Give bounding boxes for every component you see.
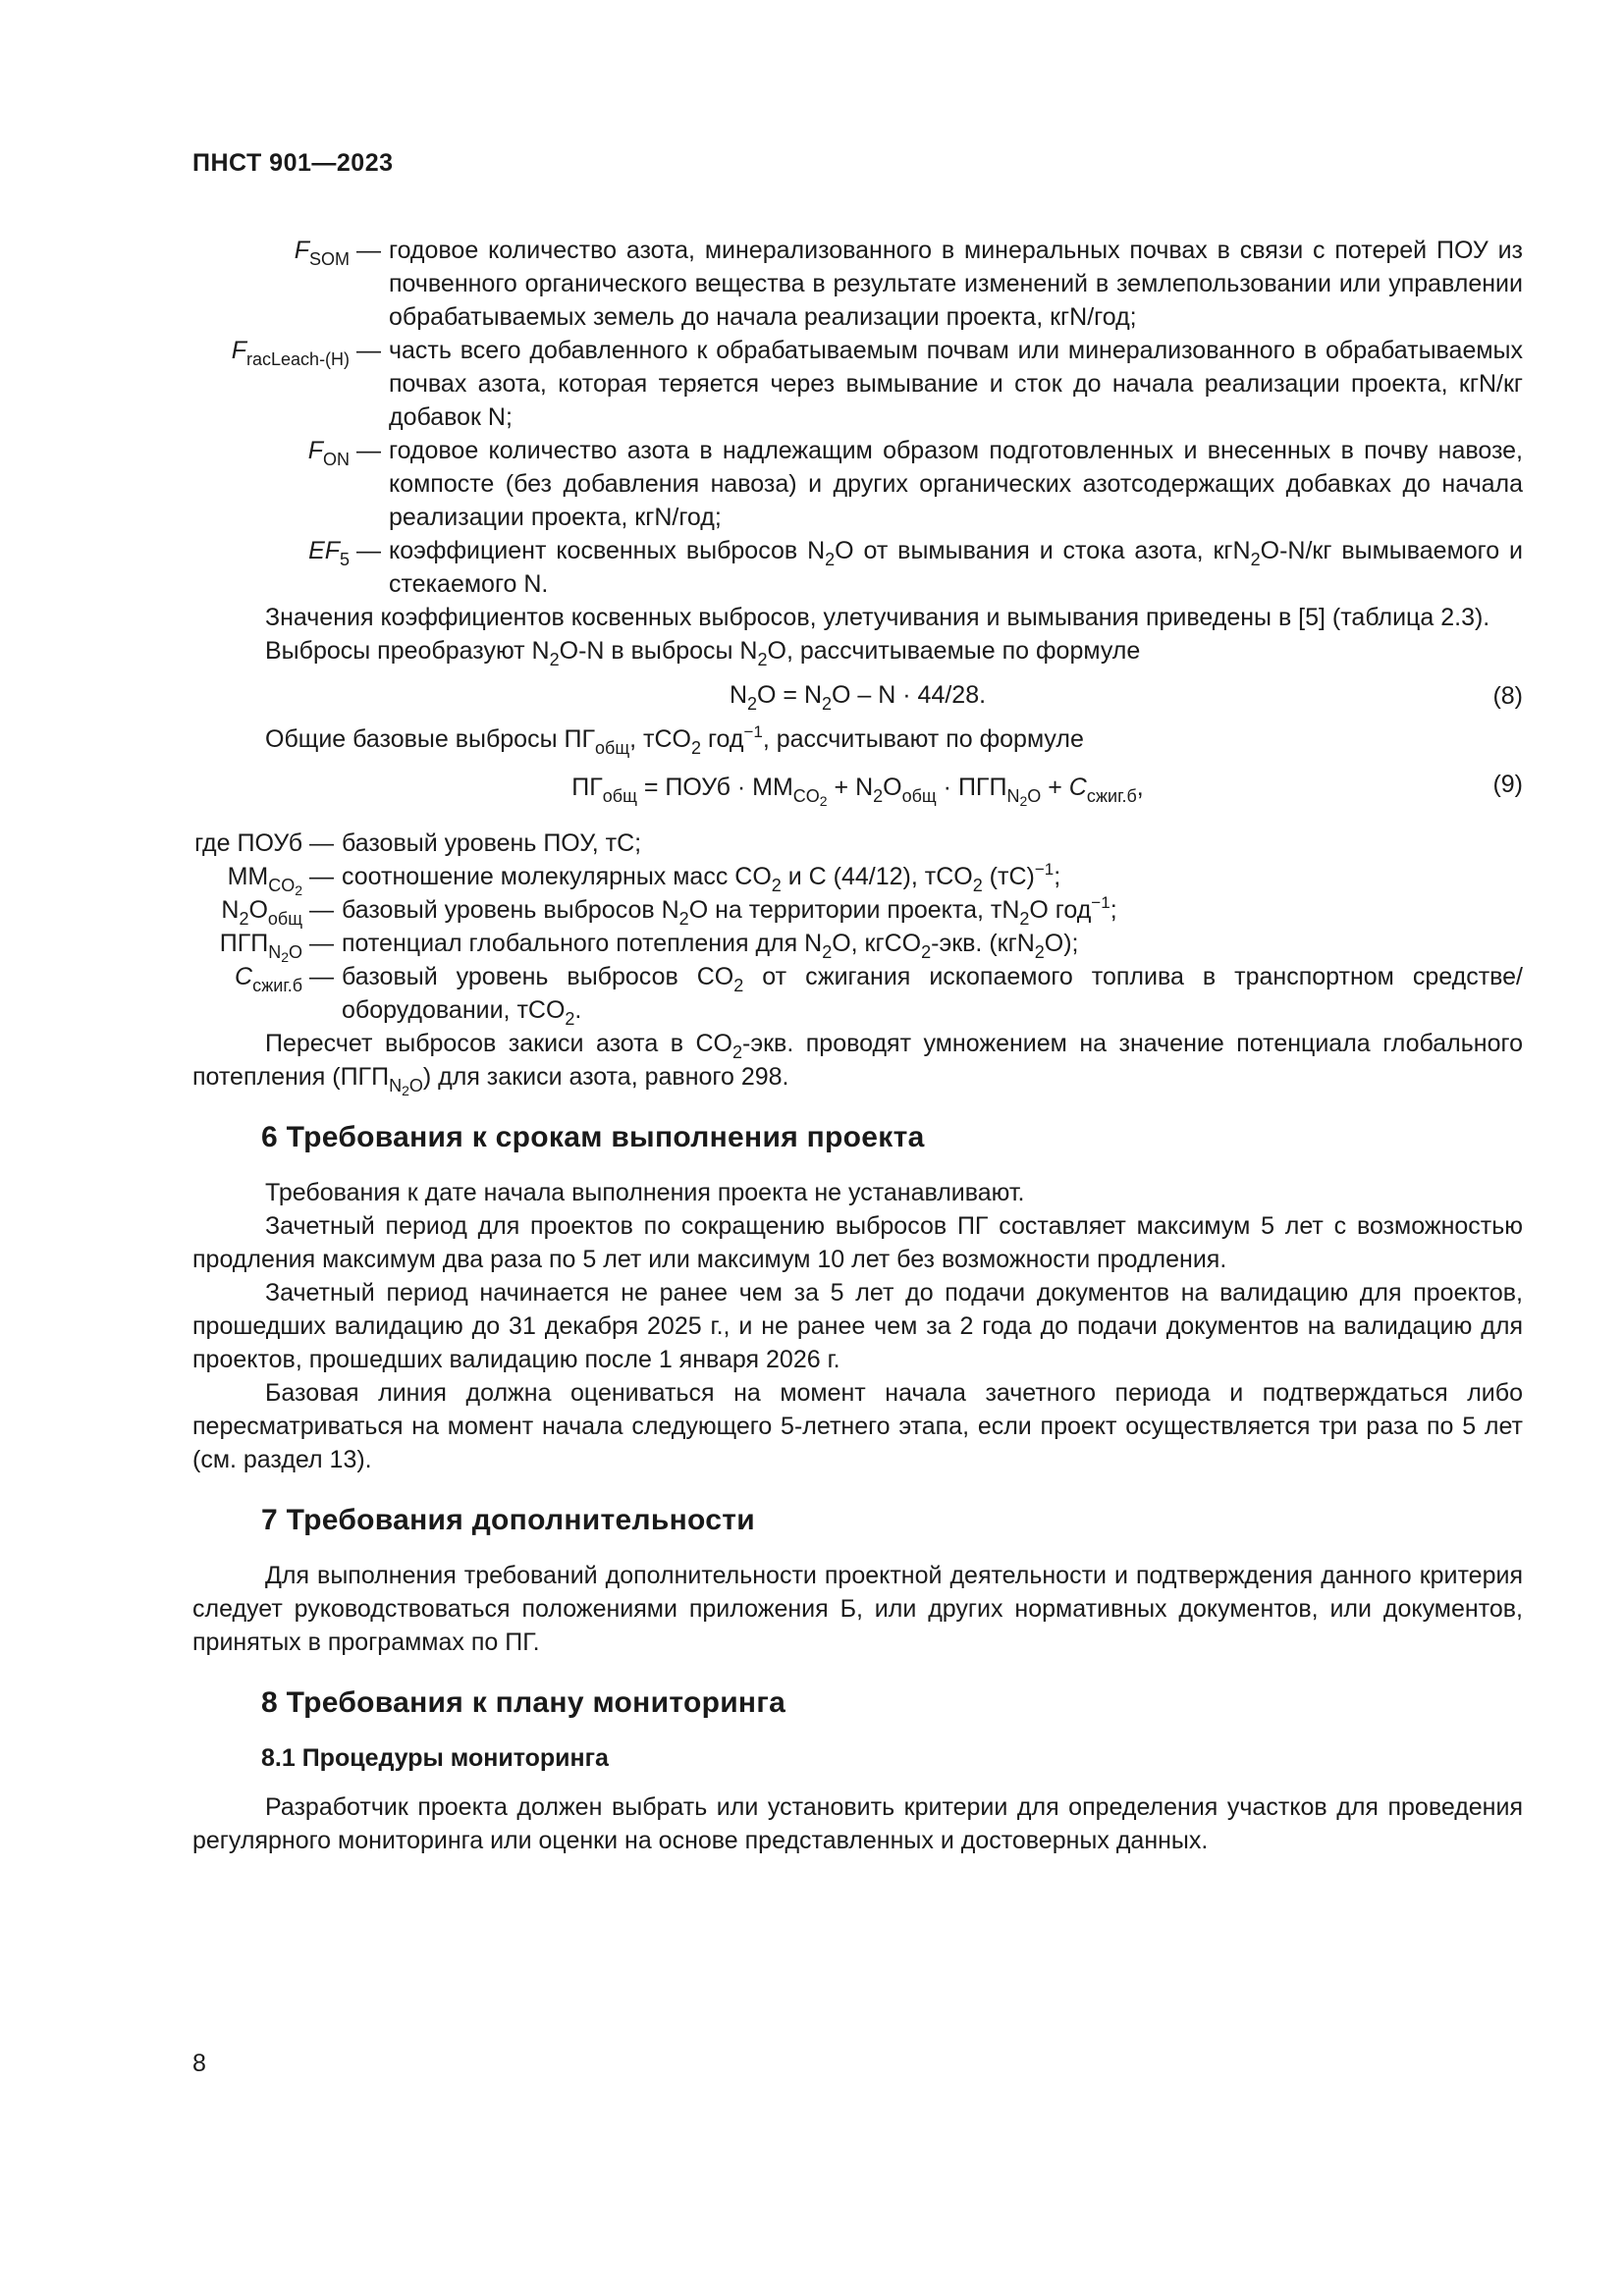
definition-symbol: $F_{ON}$ — bbox=[307, 437, 381, 469]
definition-text: базовый уровень выбросов $CO_2$ от сжигания ископаемого топлива в транспортном средстве/оборудовании, тCO$_2$. bbox=[342, 963, 1523, 1029]
section-6-paragraph: Требования к дате начала выполнения проекта не устанавливают. bbox=[265, 1179, 1025, 1206]
definition-text: годовое количество азота, минерализованного в минеральных почвах в связи с потерей ПОУ из почвенного органического вещества в результате изменений в землепользовании или управлении обрабатываемых земель до начала реализации проекта, кгN/год; bbox=[389, 237, 1523, 331]
definition-symbol: $ММ_{CO_2}$ — bbox=[227, 863, 334, 898]
definition-text: годовое количество азота в надлежащим образом подготовленных и внесенных в почву навозе, компосте (без добавления навоза) и других органических азотсодержащих добавках до начала реализации проекта, кгN/год; bbox=[389, 437, 1523, 531]
page-content bbox=[192, 234, 1523, 1857]
definition-text: базовый уровень ПОУ, тС; bbox=[342, 829, 642, 857]
section-7-paragraph: Для выполнения требований дополнительности проектной деятельности и подтверждения данного критерия следует руководствоваться положениями приложения Б, или других нормативных документов, или документов, принятых в программах по ПГ. bbox=[192, 1562, 1523, 1656]
definition-item bbox=[192, 860, 1523, 898]
paragraph-recalc: Пересчет выбросов закиси азота в $CO_2$-экв. проводят умножением на значение потенциала глобального потепления $(ПГП_{N_2O})$ для закиси азота, равного 298. bbox=[192, 1030, 1523, 1098]
section-8-heading: 8 Требования к плану мониторинга bbox=[261, 1686, 786, 1719]
definition-item bbox=[192, 334, 1523, 434]
definition-item bbox=[192, 927, 1523, 965]
section-6-paragraph: Зачетный период для проектов по сокращению выбросов ПГ составляет максимум 5 лет с возможностью продления максимум два раза по 5 лет или максимум 10 лет без возможности продления. bbox=[192, 1212, 1523, 1273]
definition-text: соотношение молекулярных масс $CO_2$ и C (44/12), тCO$_2$ (тС)$^{-1}$; bbox=[342, 860, 1061, 895]
definition-text: базовый уровень выбросов $N_2O$ на территории проекта, $тN_2O$ год$^{-1}$; bbox=[342, 893, 1117, 929]
formula-8-body: $N_2O = N_2O - N \cdot 44/28$. bbox=[729, 681, 987, 714]
page-number: 8 bbox=[192, 2050, 206, 2077]
paragraph-values: Значения коэффициентов косвенных выбросов, улетучивания и вымывания приведены в [5] (таблица 2.3). bbox=[265, 604, 1490, 631]
definition-item bbox=[192, 434, 1523, 534]
subsection-8-1-heading: 8.1 Процедуры мониторинга bbox=[261, 1744, 609, 1772]
formula-number: (9) bbox=[1492, 771, 1523, 798]
paragraph-convert: Выбросы преобразуют $N_2O-N$ в выбросы $N_2O$, рассчитываемые по формуле bbox=[265, 637, 1141, 669]
definition-symbol: $C_{сжиг.б}$ — bbox=[235, 963, 334, 995]
section-7-heading: 7 Требования дополнительности bbox=[261, 1504, 755, 1536]
definitions-list-b bbox=[192, 827, 1523, 1027]
definition-item bbox=[192, 827, 1523, 860]
definition-symbol: $F_{SOM}$ — bbox=[294, 237, 381, 269]
formula-8 bbox=[192, 667, 1523, 722]
definition-item bbox=[192, 960, 1523, 1027]
definition-symbol: $N_2O_{общ}$ — bbox=[221, 896, 334, 929]
definition-item bbox=[192, 534, 1523, 601]
definitions-list-a bbox=[192, 234, 1523, 601]
definition-text: часть всего добавленного к обрабатываемым почвам или минерализованного в обрабатываемых почвах азота, которая теряется через вымывание и сток до начала реализации проекта, кгN/кг добавок N; bbox=[389, 337, 1523, 431]
formula-9 bbox=[192, 756, 1523, 819]
section-6-heading: 6 Требования к срокам выполнения проекта bbox=[261, 1121, 925, 1153]
definition-text: потенциал глобального потепления для $N_2O$, кгCO$_2$-экв. (кгN$_2$O); bbox=[342, 930, 1079, 962]
definition-symbol: $F_{racLeach-(H)}$ — bbox=[231, 337, 381, 369]
section-6-paragraph: Базовая линия должна оцениваться на момент начала зачетного периода и подтверждаться либо пересматриваться на момент начала следующего 5-летнего этапа, если проект осуществляется три раза по 5 лет (см. раздел 13). bbox=[192, 1379, 1523, 1473]
formula-9-body: $ПГ_{общ}$ = ПОУб · $ММ_{CO_2} + N_2O_{общ} \cdot ПГП_{N_2O} + C_{сжиг.б}$, bbox=[571, 774, 1144, 809]
definition-text: коэффициент косвенных выбросов $N_2O$ от вымывания и стока азота, кгN$_2$O-N/кг вымываемого и стекаемого N. bbox=[389, 537, 1523, 598]
definition-symbol: где ПОУб — bbox=[194, 829, 334, 857]
paragraph-total: Общие базовые выбросы $ПГ_{общ}$, тCO$_2$ год$^{-1}$, рассчитывают по формуле bbox=[265, 722, 1084, 758]
formula-number: (8) bbox=[1492, 682, 1523, 710]
section-8-paragraph: Разработчик проекта должен выбрать или установить критерии для определения участков для проведения регулярного мониторинга или оценки на основе представленных и достоверных данных. bbox=[192, 1793, 1523, 1854]
section-6-paragraph: Зачетный период начинается не ранее чем за 5 лет до подачи документов на валидацию для проектов, прошедших валидацию до 31 декабря 2025 г., и не ранее чем за 2 года до подачи документов на валидацию для проектов, прошедших валидацию после 1 января 2026 г. bbox=[192, 1279, 1523, 1373]
definition-symbol: $EF_5$ — bbox=[308, 537, 381, 569]
definition-symbol: $ПГП_{N_2O}$ — bbox=[219, 930, 334, 965]
definition-item bbox=[192, 234, 1523, 334]
document-header: ПНСТ 901—2023 bbox=[192, 149, 394, 177]
definition-item bbox=[192, 893, 1523, 927]
